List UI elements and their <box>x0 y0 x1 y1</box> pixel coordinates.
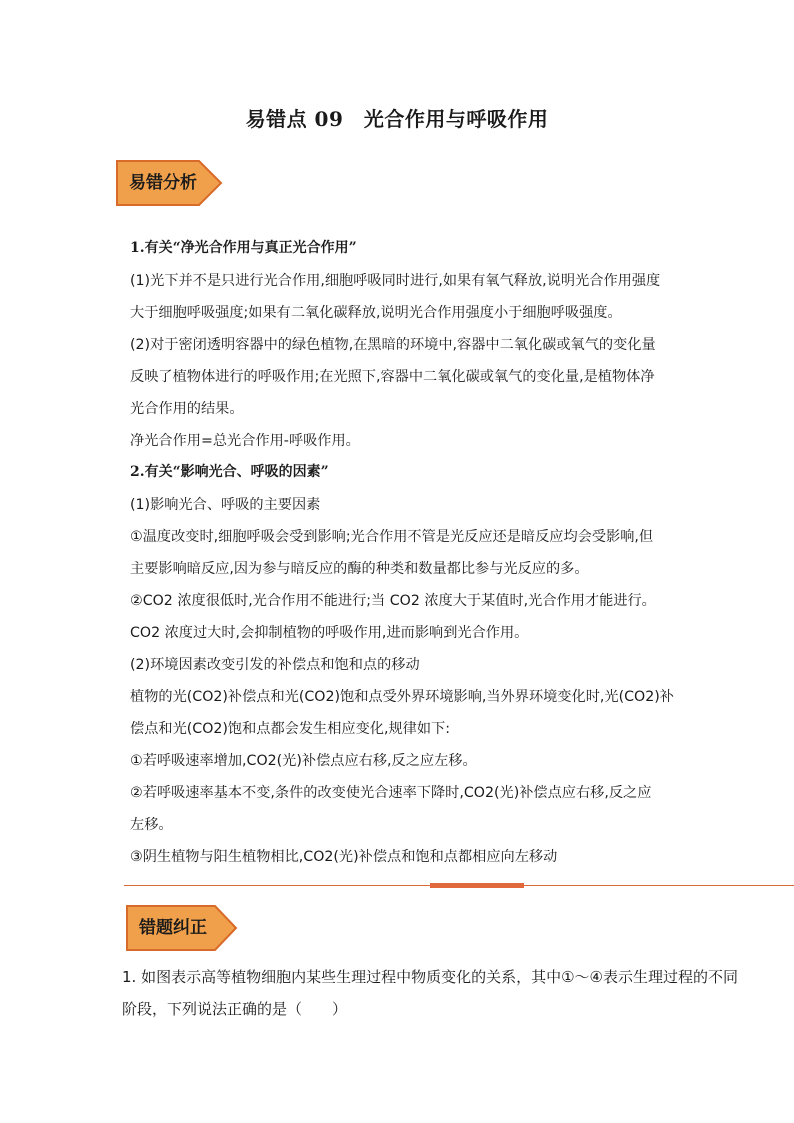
section-tag-analysis <box>115 159 225 207</box>
page-title: 易错点 09 光合作用与呼吸作用 <box>245 107 549 131</box>
text-line: (2)环境因素改变引发的补偿点和饱和点的移动 <box>130 657 420 673</box>
text-line: ②若呼吸速率基本不变,条件的改变使光合速率下降时,CO2(光)补偿点应右移,反之应 <box>130 785 652 801</box>
text-line: CO2 浓度过大时,会抑制植物的呼吸作用,进而影响到光合作用。 <box>130 625 529 641</box>
section-divider-accent <box>430 883 524 888</box>
heading-2: 2.有关“影响光合、呼吸的因素” <box>130 464 329 480</box>
text-line: 主要影响暗反应,因为参与暗反应的酶的种类和数量都比参与光反应的多。 <box>130 561 589 577</box>
heading-1: 1.有关“净光合作用与真正光合作用” <box>130 240 357 256</box>
text-line: (1)光下并不是只进行光合作用,细胞呼吸同时进行,如果有氧气释放,说明光合作用强度 <box>130 273 661 289</box>
text-line: 净光合作用=总光合作用-呼吸作用。 <box>130 433 360 449</box>
text-line: (1)影响光合、呼吸的主要因素 <box>130 497 321 513</box>
text-line: 反映了植物体进行的呼吸作用;在光照下,容器中二氧化碳或氧气的变化量,是植物体净 <box>130 369 655 385</box>
question-text-line: 1. 如图表示高等植物细胞内某些生理过程中物质变化的关系，其中①～④表示生理过程的不同 <box>122 968 738 986</box>
section-tag-correction <box>125 904 240 952</box>
text-line: ③阴生植物与阳生植物相比,CO2(光)补偿点和饱和点都相应向左移动 <box>130 849 558 865</box>
section-tag-label: 易错分析 <box>129 173 197 193</box>
text-line: 左移。 <box>130 817 173 833</box>
text-line: 光合作用的结果。 <box>130 401 244 417</box>
text-line: ①温度改变时,细胞呼吸会受到影响;光合作用不管是光反应还是暗反应均会受影响,但 <box>130 529 654 545</box>
text-line: 偿点和光(CO2)饱和点都会发生相应变化,规律如下: <box>130 721 451 737</box>
text-line: ②CO2 浓度很低时,光合作用不能进行;当 CO2 浓度大于某值时,光合作用才能进行。 <box>130 593 656 609</box>
question-text-line: 阶段，下列说法正确的是（ ） <box>122 1000 348 1018</box>
text-line: ①若呼吸速率增加,CO2(光)补偿点应右移,反之应左移。 <box>130 753 477 769</box>
text-line: 大于细胞呼吸强度;如果有二氧化碳释放,说明光合作用强度小于细胞呼吸强度。 <box>130 305 622 321</box>
text-line: 植物的光(CO2)补偿点和光(CO2)饱和点受外界环境影响,当外界环境变化时,光(CO2)补 <box>130 689 674 705</box>
section-tag-label: 错题纠正 <box>139 918 207 938</box>
text-line: (2)对于密闭透明容器中的绿色植物,在黑暗的环境中,容器中二氧化碳或氧气的变化量 <box>130 337 656 353</box>
